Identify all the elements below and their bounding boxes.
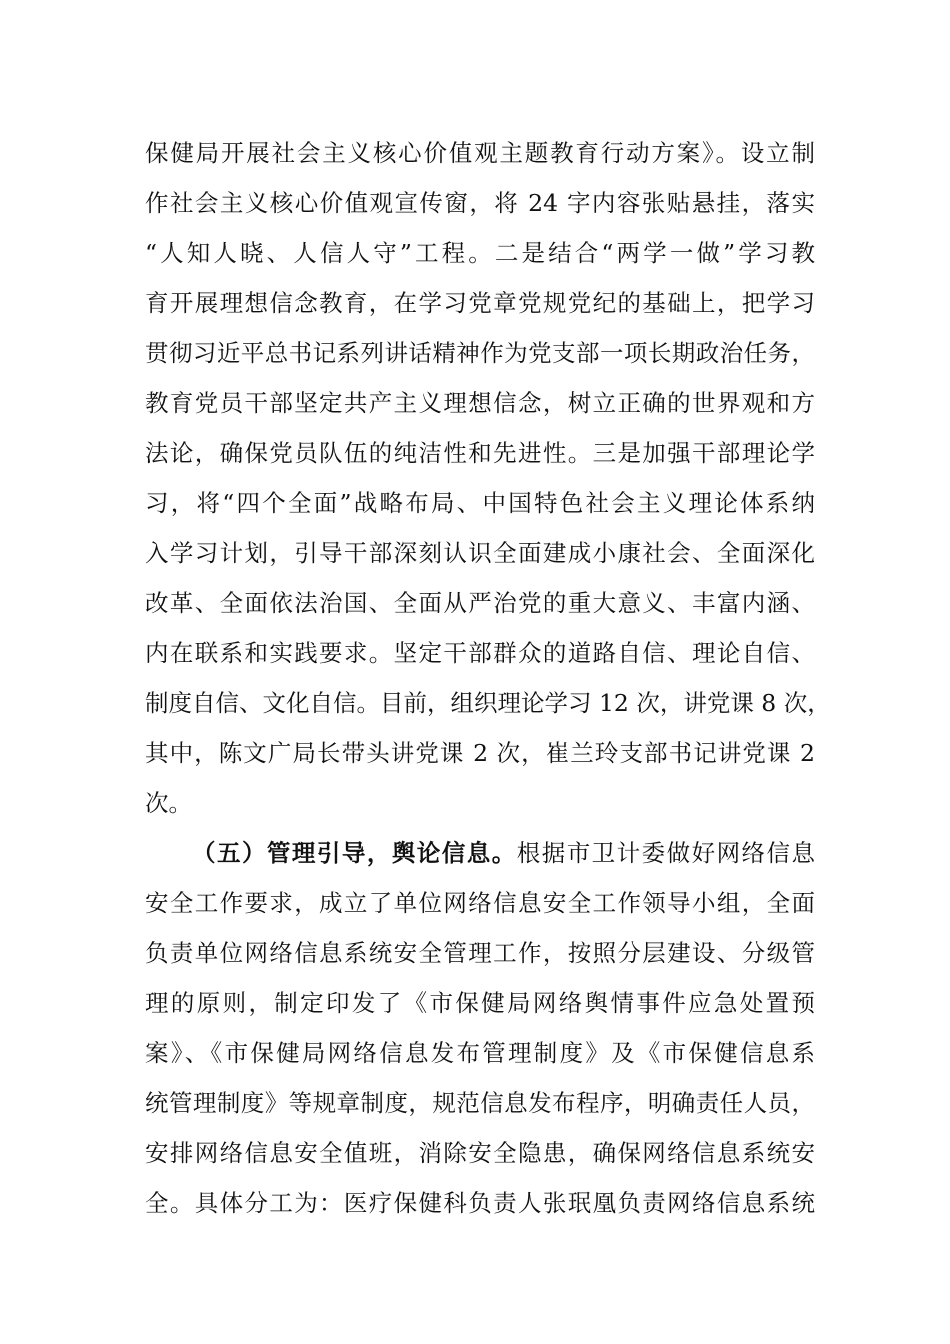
paragraph-line: 习，将“四个全面”战略布局、中国特色社会主义理论体系纳: [145, 489, 815, 517]
paragraph-line: 统管理制度》等规章制度，规范信息发布程序，明确责任人员，: [145, 1089, 815, 1117]
paragraph-line: 理的原则，制定印发了《市保健局网络舆情事件应急处置预: [145, 989, 815, 1017]
paragraph-line: 教育党员干部坚定共产主义理想信念，树立正确的世界观和方: [145, 389, 815, 417]
paragraph-line: 作社会主义核心价值观宣传窗，将 24 字内容张贴悬挂，落实: [145, 189, 815, 217]
paragraph-line: 内在联系和实践要求。坚定干部群众的道路自信、理论自信、: [145, 639, 815, 667]
paragraph-line: 安排网络信息安全值班，消除安全隐患，确保网络信息系统安: [145, 1139, 815, 1167]
paragraph-line: 入学习计划，引导干部深刻认识全面建成小康社会、全面深化: [145, 539, 815, 567]
paragraph-line: 育开展理想信念教育，在学习党章党规党纪的基础上，把学习: [145, 289, 815, 317]
paragraph-line: 保健局开展社会主义核心价值观主题教育行动方案》。设立制: [145, 139, 815, 167]
paragraph-line: 改革、全面依法治国、全面从严治党的重大意义、丰富内涵、: [145, 589, 815, 617]
paragraph-line: 次。: [145, 789, 192, 817]
paragraph-line: 制度自信、文化自信。目前，组织理论学习 12 次，讲党课 8 次，: [145, 689, 831, 717]
paragraph-line: “人知人晓、人信人守”工程。二是结合“两学一做”学习教: [145, 239, 815, 267]
section-heading-line: [192, 833, 815, 873]
paragraph-line: 案》、《市保健局网络信息发布管理制度》及《市保健信息系: [145, 1039, 815, 1067]
paragraph-line: 负责单位网络信息系统安全管理工作，按照分层建设、分级管: [145, 939, 815, 967]
paragraph-line: 其中，陈文广局长带头讲党课 2 次，崔兰玲支部书记讲党课 2: [145, 739, 815, 767]
paragraph-line: 安全工作要求，成立了单位网络信息安全工作领导小组，全面: [145, 889, 815, 917]
paragraph-line: 全。具体分工为：医疗保健科负责人张珉凰负责网络信息系统: [145, 1189, 815, 1217]
paragraph-line: 贯彻习近平总书记系列讲话精神作为党支部一项长期政治任务，: [145, 339, 815, 367]
section-heading: （五）管理引导，舆论信息。: [192, 839, 517, 867]
paragraph-line: 法论，确保党员队伍的纯洁性和先进性。三是加强干部理论学: [145, 439, 815, 467]
section-heading-rest: 根据市卫计委做好网络信息: [516, 839, 816, 867]
